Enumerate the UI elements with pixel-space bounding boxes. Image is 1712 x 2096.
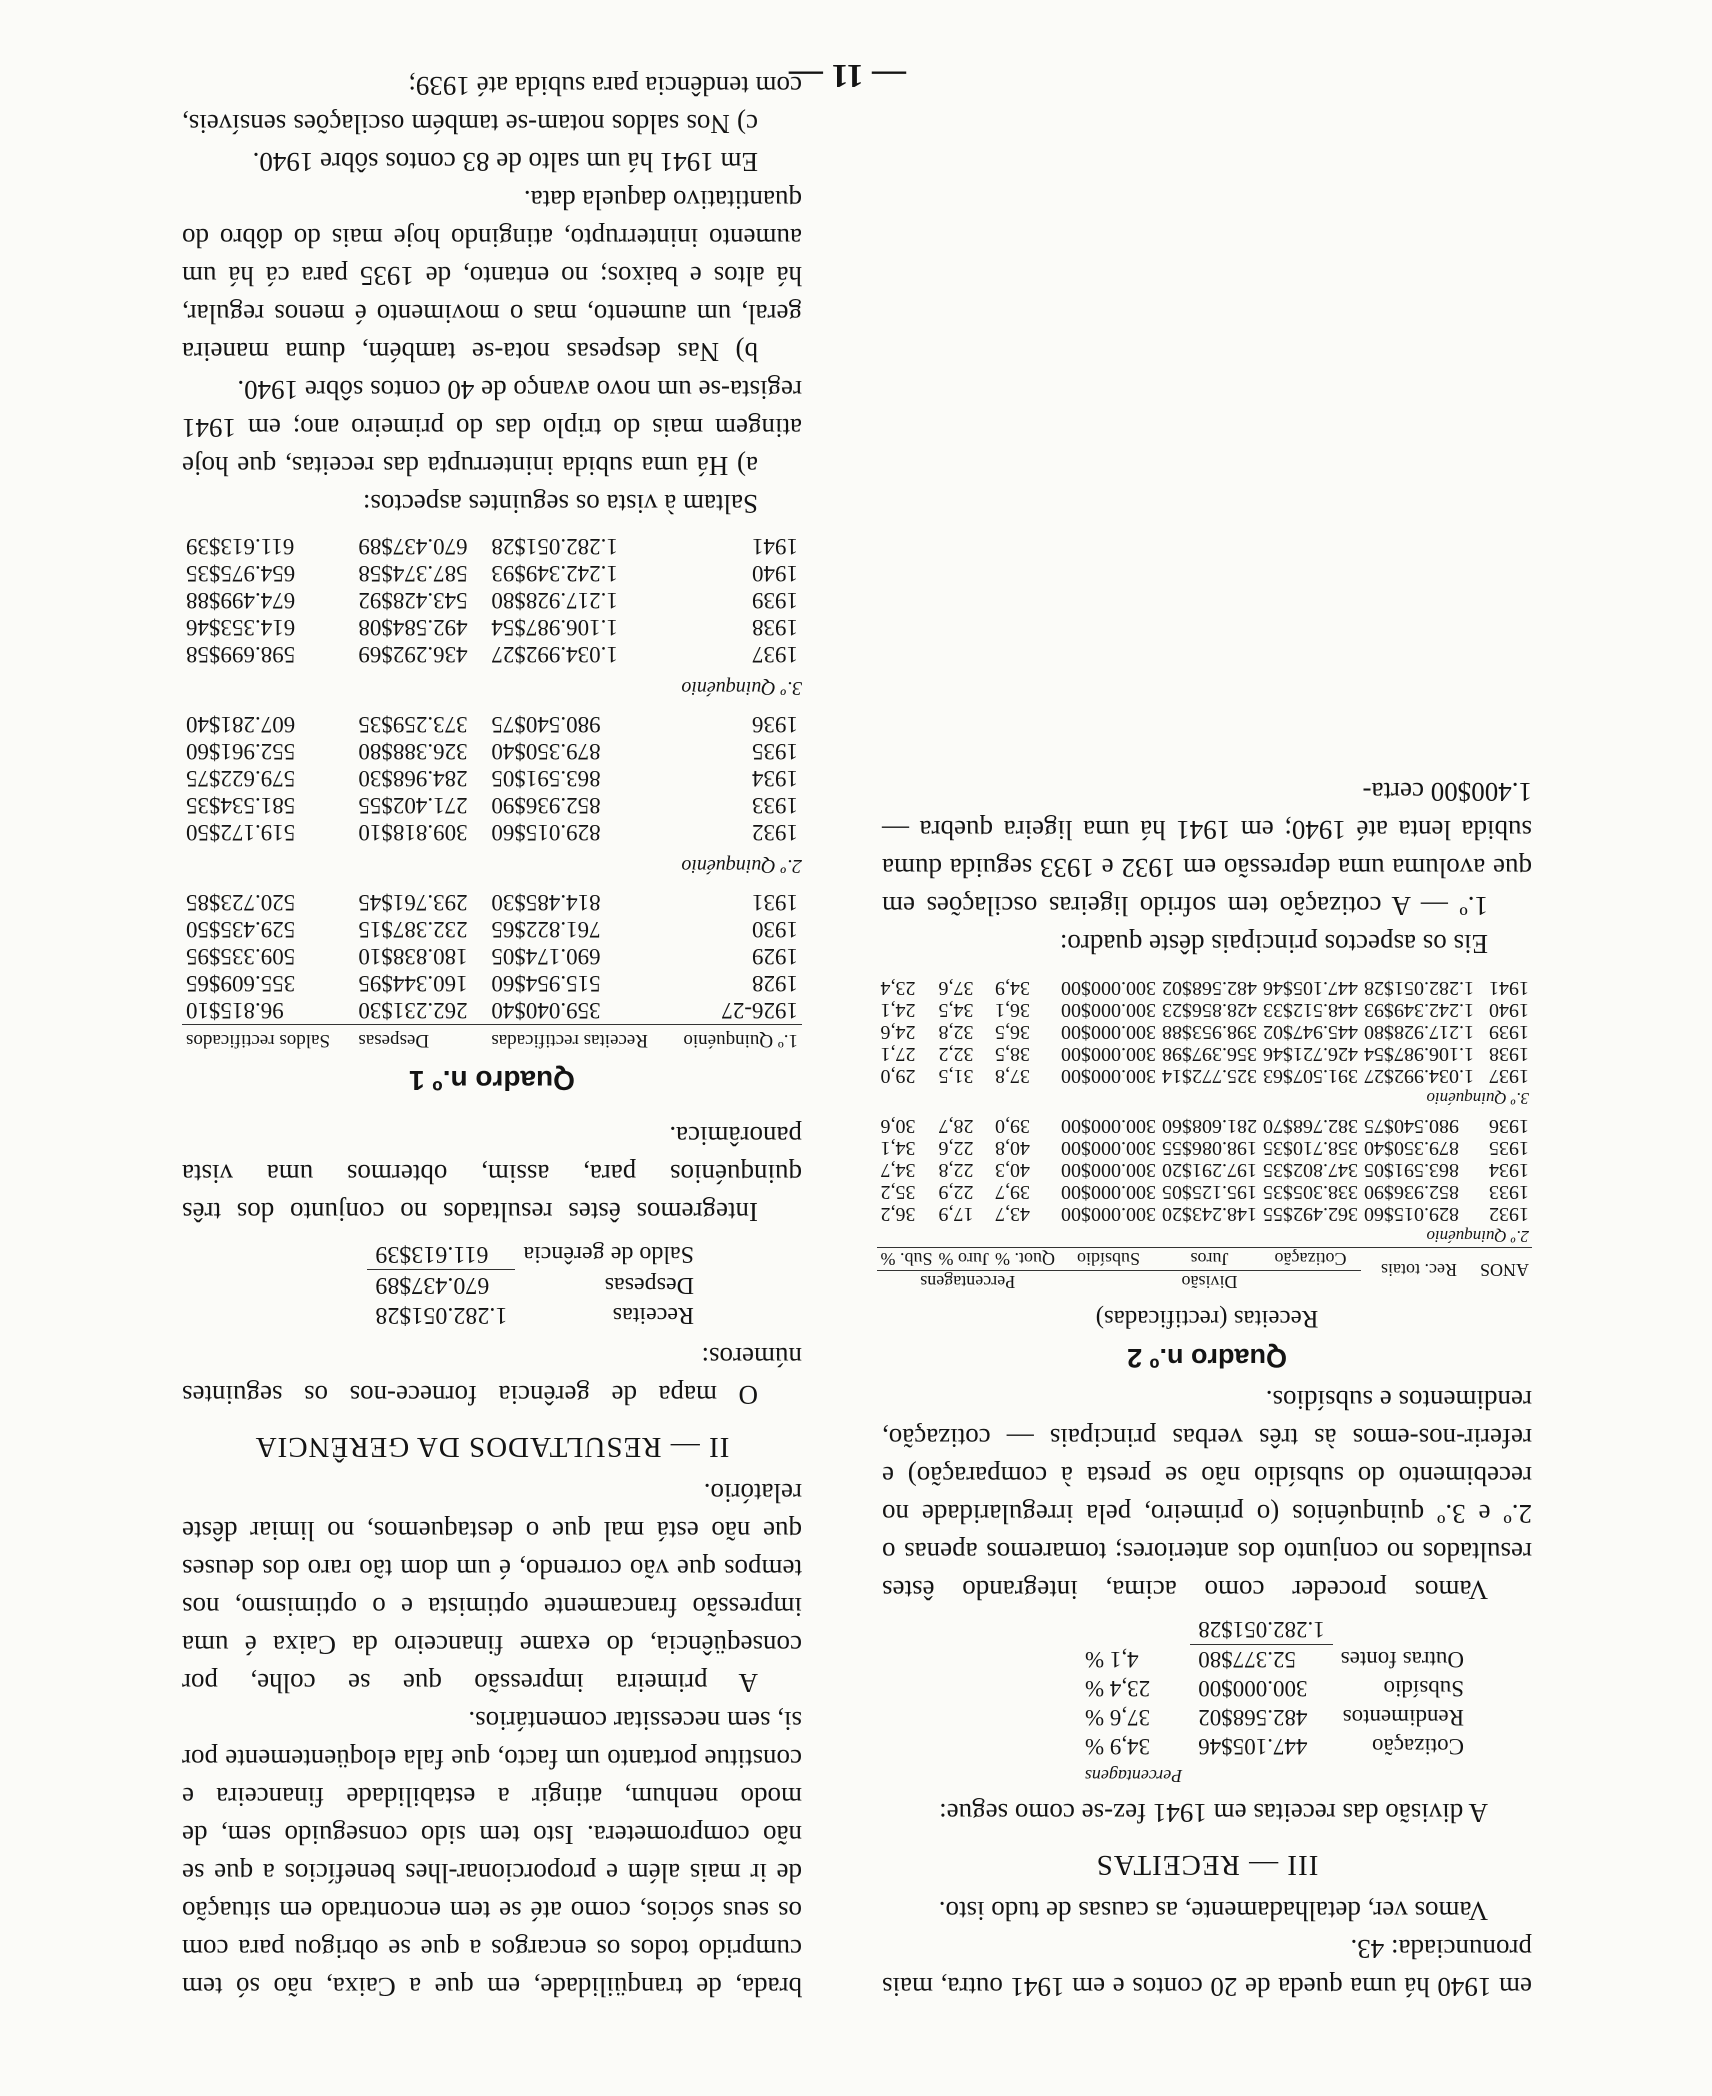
divisao-label: Rendimentos [1342, 1705, 1464, 1730]
table-cell: 448.512$33 [1262, 999, 1358, 1021]
right-column [182, 67, 802, 2006]
table-cell: 29,0 [880, 1065, 916, 1087]
divisao-label: Subsídio [1383, 1676, 1464, 1701]
table-cell: 1.106.987$54 [1363, 1043, 1474, 1065]
table-cell: 581.534$35 [186, 793, 296, 818]
table-cell: 232.387$15 [358, 917, 468, 942]
table-cell: 1926-27 [721, 998, 798, 1023]
table-cell: 358.710$35 [1262, 1137, 1358, 1159]
table-cell: 1.282.051$28 [1363, 977, 1474, 999]
table-row [1077, 1615, 1472, 1645]
table-row [877, 1065, 1532, 1087]
divisao-value: 300.000$00 [1198, 1676, 1308, 1701]
table-cell: 36,1 [994, 999, 1030, 1021]
table-row [182, 587, 802, 614]
table-cell: 300.000$00 [1060, 1043, 1156, 1065]
quadro2-header-subp: Sub. % [877, 1248, 935, 1271]
table-cell: 38,5 [994, 1043, 1030, 1065]
table-cell: 598.699$58 [186, 642, 296, 667]
paragraph-vamos: Vamos ver, detalhadamente, as causas de tudo isto. [938, 1896, 1488, 1926]
table-row [877, 1181, 1532, 1203]
quadro2-header-juro: Juro % [935, 1248, 992, 1271]
quadro1-header: Despesas [354, 1025, 487, 1052]
table-cell: 22,8 [938, 1159, 974, 1181]
table-cell: 447.105$46 [1262, 977, 1358, 999]
table-cell: 1932 [752, 820, 798, 845]
table-cell: 1.242.349$93 [1363, 999, 1474, 1021]
table-cell: 300.000$00 [1060, 999, 1156, 1021]
table-row [367, 1270, 702, 1301]
quadro2-header-juros: Juros [1159, 1248, 1260, 1271]
table-row [182, 970, 802, 997]
paragraph-cotizacao: 1.º — A cotização tem sofrido ligeiras oscilações em que avoluma uma depressão em 1932 e 1933 seguida duma subida lenta até 1940; em 1941 há uma ligeira quebra — 1.400$00 certa- [882, 777, 1532, 921]
table-cell: 22,9 [938, 1181, 974, 1203]
table-row [1077, 1761, 1472, 1790]
table-cell: 347.802$35 [1262, 1159, 1358, 1181]
table-cell: 1941 [1489, 977, 1529, 999]
quadro2-header-row [877, 1271, 1532, 1294]
table-cell: 863.591$05 [491, 766, 601, 791]
table-row [877, 999, 1532, 1021]
table-cell: 482.568$02 [1161, 977, 1257, 999]
quadro1-header: Saldos rectificados [182, 1025, 354, 1052]
table-cell: 1934 [752, 766, 798, 791]
paragraph-integremos: Integremos êstes resultados no conjunto dos três quinquénios para, assim, obtermos uma vista panorâmica. [182, 1121, 802, 1227]
table-cell: 852.936$90 [491, 793, 601, 818]
divisao-label: Outras fontes [1340, 1646, 1464, 1672]
table-cell: 1.282.051$28 [491, 534, 618, 559]
quadro1-table [182, 533, 802, 1051]
table-cell: 36,5 [994, 1021, 1030, 1043]
table-cell: 587.374$58 [358, 561, 468, 586]
table-row [1077, 1674, 1472, 1703]
table-cell: 1934 [1489, 1159, 1529, 1181]
paragraph-c: c) Nos saldos notam-se também oscilações sensíveis, com tendência para subida até 1939; [182, 71, 802, 139]
table-cell: 148.243$20 [1161, 1203, 1257, 1225]
table-row [182, 560, 802, 587]
mapa-label: Receitas [612, 1302, 694, 1328]
mapa-label: Despesas [604, 1271, 694, 1298]
table-cell: 293.761$45 [358, 890, 468, 915]
table-row [1077, 1732, 1472, 1761]
quadro2-header-anos: ANOS [1477, 1248, 1532, 1294]
table-cell: 1931 [752, 890, 798, 915]
table-cell: 1.217.928$80 [1363, 1021, 1474, 1043]
table-cell: 863.591$05 [1363, 1159, 1459, 1181]
paragraph-impressao: A primeira impressão que se colhe, por conseqüência, do exame financeiro da Caixa é uma impressão francamente optimista e o optimismo, nos tempos que vão correndo, é um dom tão raro dos deuses que não está mal que o destaquemos, no limiar dêste relatório. [182, 1478, 802, 1698]
divisao-pct: 34,9 % [1084, 1734, 1151, 1759]
quadro2-header-rec: Rec. totais [1361, 1248, 1477, 1294]
table-cell: 355.609$65 [186, 971, 296, 996]
table-cell: 300.000$00 [1060, 1115, 1156, 1137]
table-cell: 1939 [752, 588, 798, 613]
table-cell: 34,7 [880, 1159, 916, 1181]
table-cell: 326.388$80 [358, 739, 468, 764]
table-row [367, 1300, 702, 1330]
table-cell: 300.000$00 [1060, 977, 1156, 999]
table-cell: 180.838$10 [358, 944, 468, 969]
table-row [877, 1021, 1532, 1043]
table-cell: 445.947$02 [1262, 1021, 1358, 1043]
table-cell: 398.953$88 [1161, 1021, 1257, 1043]
table-cell: 1929 [752, 944, 798, 969]
table-cell: 31,5 [938, 1065, 974, 1087]
quadro1-section-label: 2.º Quinquénio [681, 855, 802, 877]
table-cell: 300.000$00 [1060, 1065, 1156, 1087]
divisao-pct: 4,1 % [1084, 1646, 1139, 1672]
table-row [877, 977, 1532, 999]
table-cell: 359.040$40 [491, 998, 601, 1023]
table-cell: 674.499$88 [186, 588, 296, 613]
quadro2-header-cot: Cotização [1260, 1248, 1361, 1271]
table-cell: 195.125$05 [1161, 1181, 1257, 1203]
table-cell: 23,4 [880, 977, 916, 999]
table-cell: 43,7 [994, 1203, 1030, 1225]
paragraph-divisao: A divisão das receitas em 1941 fez-se como segue: [939, 1798, 1488, 1828]
table-cell: 1939 [1489, 1021, 1529, 1043]
table-cell: 1.034.992$27 [491, 642, 618, 667]
table-cell: 281.608$60 [1161, 1115, 1257, 1137]
table-cell: 1937 [752, 642, 798, 667]
table-cell: 509.335$95 [186, 944, 296, 969]
table-cell: 262.231$30 [358, 998, 468, 1023]
table-cell: 17,9 [938, 1203, 974, 1225]
table-cell: 1940 [1489, 999, 1529, 1021]
table-cell: 32,2 [938, 1043, 974, 1065]
table-cell: 690.174$05 [491, 944, 601, 969]
table-cell: 382.768$70 [1262, 1115, 1358, 1137]
table-cell: 552.961$60 [186, 739, 296, 764]
paragraph-a: a) Há uma subida ininterrupta das receitas, que hoje atingem mais do triplo das do primeiro ano; em 1941 regista-se um novo avanço de 40 contos sôbre 1940. [182, 375, 802, 481]
table-cell: 980.540$75 [1363, 1115, 1459, 1137]
table-cell: 34,5 [938, 999, 974, 1021]
table-row [182, 614, 802, 641]
table-row [182, 738, 802, 765]
table-cell: 284.968$30 [358, 766, 468, 791]
table-cell: 37,8 [994, 1065, 1030, 1087]
divisao-value: 447.105$46 [1198, 1734, 1308, 1759]
table-cell: 96.815$10 [186, 998, 284, 1023]
table-cell: 611.613$39 [186, 534, 295, 559]
mapa-value: 611.613$39 [375, 1241, 489, 1267]
paragraph-b: b) Nas despesas nota-se também, duma maneira geral, um aumento, mas o movimento é menos regular, há altos e baixos; no entanto, de 1935 para cá há um aumento ininterrupto, atingindo hoje mais do dôbro do quantitativo daquela data. [182, 185, 802, 367]
quadro2-table [877, 977, 1532, 1293]
mapa-value: 1.282.051$28 [375, 1302, 508, 1328]
table-cell: 22,6 [938, 1137, 974, 1159]
table-cell: 37,6 [938, 977, 974, 999]
quadro2-header-sub: Subsídio [1058, 1248, 1159, 1271]
paragraph-1941: Em 1941 há um salto de 83 contos sôbre 1940. [252, 147, 758, 177]
quadro2-subtitle: Receitas (rectificadas) [1095, 1305, 1319, 1332]
left-column [882, 773, 1532, 2006]
table-cell: 492.584$08 [358, 615, 468, 640]
quadro1-header-row [182, 1025, 802, 1052]
quadro1-header: 1.º Quinquénio [674, 1025, 802, 1052]
table-cell: 356.397$98 [1161, 1043, 1257, 1065]
table-cell: 391.507$63 [1262, 1065, 1358, 1087]
table-cell: 1936 [752, 712, 798, 737]
table-cell: 519.172$50 [186, 820, 296, 845]
paragraph-proceder: Vamos proceder como acima, integrando êstes resultados no conjunto dos anteriores; tomaremos apenas o 2.º e 3.º quinquénios (o primeiro, pela irregularidade no recebimento do subsídio não se presta à comparação) e referir-nos-emos às três verbas principais — cotização, rendimentos e subsídios. [882, 1385, 1532, 1605]
table-cell: 607.281$40 [186, 712, 296, 737]
table-cell: 34,1 [880, 1137, 916, 1159]
quadro1-title: Quadro n.º 1 [409, 1065, 575, 1096]
section-heading-resultados: II — RESULTADOS DA GERÊNCIA [254, 1431, 730, 1463]
table-cell: 1933 [752, 793, 798, 818]
paragraph-saltam: Saltam à vista os seguintes aspectos: [362, 489, 758, 519]
table-cell: 852.936$90 [1363, 1181, 1459, 1203]
table-row [877, 1203, 1532, 1225]
divisao-label: Cotização [1372, 1734, 1464, 1759]
table-cell: 24,1 [880, 999, 916, 1021]
table-cell: 980.540$75 [491, 712, 601, 737]
percentagens-header: Percentagens [1084, 1766, 1183, 1786]
table-row [877, 1159, 1532, 1181]
table-cell: 1937 [1489, 1065, 1529, 1087]
table-cell: 300.000$00 [1060, 1203, 1156, 1225]
table-cell: 1940 [752, 561, 798, 586]
table-cell: 814.485$30 [491, 890, 601, 915]
paragraph-start: brada, de tranqüilidade, em que a Caixa, não só tem cumprido todos os encargos a que se obrigou para com os seus sócios, como até se tem encontrado em situação de ir mais além e proporcionar-lhes benefícios a que se não comprometera. Isto tem sido conseguido sem, de modo nenhum, atingir a estabilidade financeira e constitue portanto um facto, que fala eloqüentemente por si, sem necessitar comentários. [182, 1706, 802, 2002]
quadro2-section-label: 2.º Quinquénio [1426, 1227, 1529, 1246]
mapa-label: Saldo de gerência [523, 1241, 694, 1268]
table-cell: 1935 [752, 739, 798, 764]
paragraph-mapa: O mapa de gerência fornece-nos os seguintes números: [182, 1342, 802, 1410]
table-cell: 198.086$55 [1161, 1137, 1257, 1159]
table-row [182, 533, 802, 560]
table-cell: 1941 [752, 534, 798, 559]
table-cell: 1.217.928$80 [491, 588, 618, 613]
table-cell: 1932 [1489, 1203, 1529, 1225]
table-cell: 1936 [1489, 1115, 1529, 1137]
table-cell: 271.402$55 [358, 793, 468, 818]
table-row [182, 997, 802, 1025]
table-row [1077, 1645, 1472, 1675]
table-cell: 1.242.349$93 [491, 561, 618, 586]
table-cell: 39,0 [994, 1115, 1030, 1137]
table-cell: 39,7 [994, 1181, 1030, 1203]
table-cell: 309.818$10 [358, 820, 468, 845]
mapa-gerencia-table [367, 1239, 702, 1330]
table-cell: 373.259$35 [358, 712, 468, 737]
divisao-total: 1.282.051$28 [1190, 1615, 1333, 1645]
table-cell: 579.622$75 [186, 766, 296, 791]
table-cell: 1.106.987$54 [491, 615, 618, 640]
quadro2-section-row [877, 1225, 1532, 1248]
table-cell: 543.428$92 [358, 588, 468, 613]
divisao-receitas-table [1077, 1615, 1472, 1790]
table-row [1077, 1703, 1472, 1732]
table-cell: 197.291$20 [1161, 1159, 1257, 1181]
table-cell: 426.721$46 [1262, 1043, 1358, 1065]
table-cell: 614.353$46 [186, 615, 296, 640]
table-cell: 1933 [1489, 1181, 1529, 1203]
table-cell: 1938 [1489, 1043, 1529, 1065]
table-cell: 325.772$14 [1161, 1065, 1257, 1087]
table-row [877, 1115, 1532, 1137]
section-heading-receitas: III — RECEITAS [1095, 1849, 1319, 1881]
table-cell: 40,3 [994, 1159, 1030, 1181]
paragraph-1940: em 1940 há uma queda de 20 contos e em 1941 outra, mais pronunciada: 43. [882, 1934, 1532, 2002]
table-cell: 35,2 [880, 1181, 916, 1203]
table-cell: 362.492$55 [1262, 1203, 1358, 1225]
table-cell: 436.292$69 [358, 642, 468, 667]
table-row [182, 943, 802, 970]
table-cell: 1938 [752, 615, 798, 640]
mapa-value: 670.437$89 [367, 1270, 515, 1301]
table-cell: 27,1 [880, 1043, 916, 1065]
quadro2-section-row [877, 1087, 1532, 1115]
table-cell: 1928 [752, 971, 798, 996]
table-cell: 1935 [1489, 1137, 1529, 1159]
table-cell: 36,2 [880, 1203, 916, 1225]
table-cell: 338.305$35 [1262, 1181, 1358, 1203]
table-cell: 1.034.992$27 [1363, 1065, 1474, 1087]
table-row [182, 765, 802, 792]
table-cell: 300.000$00 [1060, 1021, 1156, 1043]
quadro2-section-label: 3.º Quinquénio [1426, 1089, 1529, 1108]
table-row [877, 1043, 1532, 1065]
table-cell: 428.856$23 [1161, 999, 1257, 1021]
table-cell: 829.015$60 [1363, 1203, 1459, 1225]
table-cell: 300.000$00 [1060, 1181, 1156, 1203]
quadro2-header-percentagens: Percentagens [877, 1271, 1058, 1294]
table-row [367, 1239, 702, 1270]
table-cell: 40,8 [994, 1137, 1030, 1159]
table-row [182, 792, 802, 819]
table-cell: 829.015$60 [491, 820, 601, 845]
table-row [182, 641, 802, 668]
table-cell: 300.000$00 [1060, 1159, 1156, 1181]
page-number: — 11 — [788, 57, 906, 94]
quadro1-section-row [182, 846, 802, 889]
table-cell: 300.000$00 [1060, 1137, 1156, 1159]
table-cell: 1930 [752, 917, 798, 942]
table-cell: 515.954$60 [491, 971, 601, 996]
paragraph-eis: Eis os aspectos principais dêste quadro: [1059, 929, 1488, 959]
table-cell: 520.723$85 [186, 890, 296, 915]
quadro1-section-row [182, 668, 802, 711]
table-row [877, 1137, 1532, 1159]
quadro2-header-quot: Quot. % [992, 1248, 1058, 1271]
table-cell: 30,6 [880, 1115, 916, 1137]
table-row [182, 916, 802, 943]
quadro1-section-label: 3.º Quinquénio [681, 677, 802, 699]
table-row [182, 819, 802, 846]
table-cell: 160.344$95 [358, 971, 468, 996]
table-cell: 879.350$40 [1363, 1137, 1459, 1159]
divisao-value: 52.377$80 [1190, 1645, 1333, 1675]
quadro2-header-divisao: Divisão [1058, 1271, 1361, 1294]
table-cell: 670.437$89 [358, 534, 468, 559]
table-cell: 34,9 [994, 977, 1030, 999]
table-cell: 879.350$40 [491, 739, 601, 764]
table-cell: 529.435$50 [186, 917, 296, 942]
divisao-pct: 37,6 % [1084, 1705, 1151, 1730]
divisao-value: 482.568$02 [1198, 1705, 1308, 1730]
table-cell: 28,7 [938, 1115, 974, 1137]
quadro2-title: Quadro n.º 2 [1127, 1343, 1287, 1373]
table-cell: 761.822$65 [491, 917, 601, 942]
table-row [182, 711, 802, 738]
table-cell: 24,6 [880, 1021, 916, 1043]
table-row [182, 889, 802, 916]
table-cell: 654.975$35 [186, 561, 296, 586]
divisao-pct: 23,4 % [1084, 1676, 1151, 1701]
table-cell: 32,8 [938, 1021, 974, 1043]
quadro1-header: Receitas rectificadas [487, 1025, 674, 1052]
